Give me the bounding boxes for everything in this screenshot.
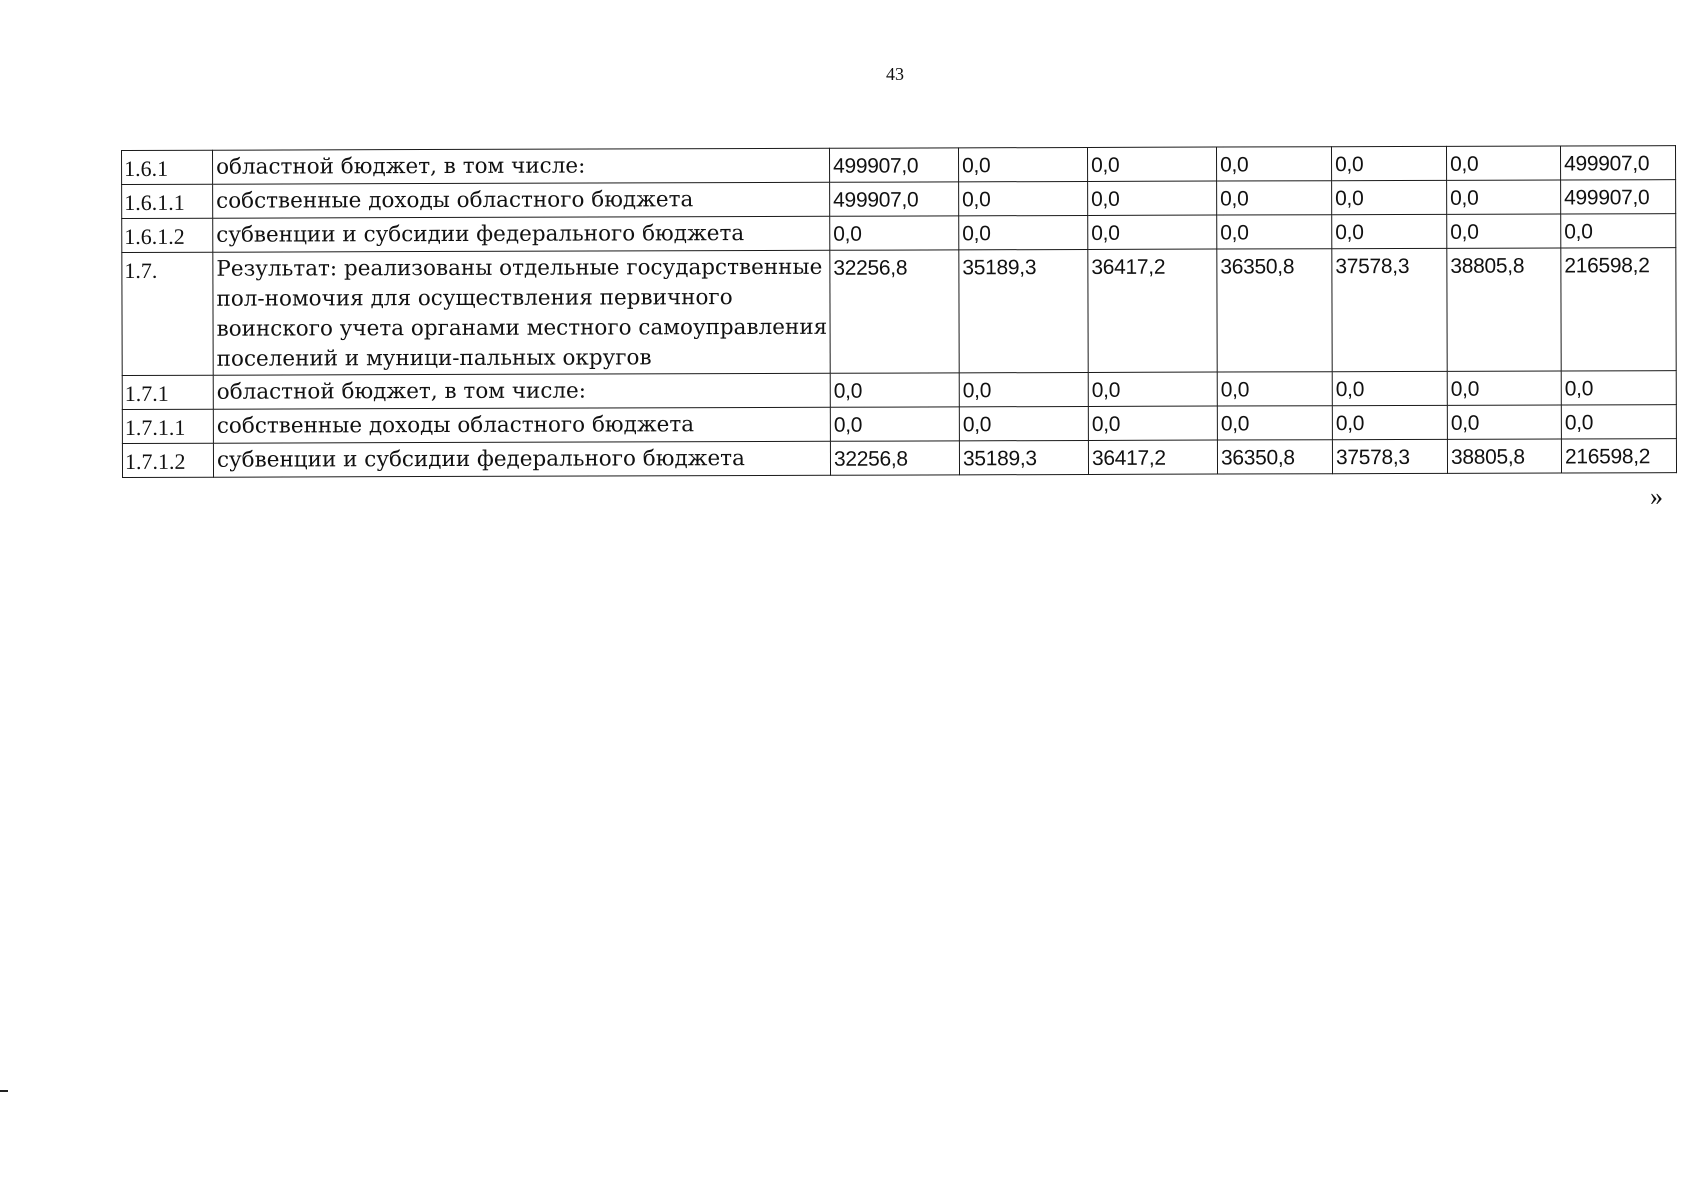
row-value: 0,0 — [830, 407, 959, 441]
row-total-value: 0,0 — [1561, 214, 1676, 248]
row-value: 36350,8 — [1217, 249, 1332, 372]
row-value: 36417,2 — [1088, 249, 1217, 372]
row-value: 0,0 — [1217, 215, 1332, 249]
row-value: 0,0 — [959, 215, 1088, 249]
row-value: 0,0 — [1216, 147, 1331, 181]
row-total-value: 0,0 — [1561, 405, 1676, 439]
row-name: собственные доходы областного бюджета — [213, 182, 830, 218]
page-number: 43 — [886, 64, 904, 84]
closing-quote-mark: » — [1650, 482, 1663, 511]
row-name: субвенции и субсидии федерального бюджета — [213, 441, 830, 477]
row-value: 38805,8 — [1447, 439, 1561, 473]
table-row — [122, 248, 1676, 376]
row-value: 0,0 — [959, 406, 1088, 440]
row-value: 32256,8 — [830, 441, 959, 475]
row-value: 38805,8 — [1447, 248, 1561, 371]
row-value: 0,0 — [1447, 371, 1561, 405]
row-total-value: 216598,2 — [1561, 439, 1676, 473]
row-value: 0,0 — [1331, 146, 1446, 180]
row-value: 0,0 — [1447, 214, 1561, 248]
row-value: 36417,2 — [1088, 440, 1217, 474]
row-value: 0,0 — [1088, 181, 1217, 215]
row-value: 0,0 — [1332, 180, 1447, 214]
row-value: 35189,3 — [959, 440, 1088, 474]
row-value: 0,0 — [1447, 405, 1561, 439]
table-row — [122, 405, 1676, 444]
row-value: 37578,3 — [1332, 439, 1447, 473]
row-value: 0,0 — [1446, 146, 1560, 180]
row-name: субвенции и субсидии федерального бюджета — [213, 216, 830, 252]
table-row — [122, 371, 1676, 410]
row-value: 0,0 — [1217, 372, 1332, 406]
row-value: 0,0 — [1087, 147, 1216, 181]
row-value: 37578,3 — [1332, 248, 1447, 371]
row-name: Результат: реализованы отдельные государственные пол-номочия для осуществления первичного воинского учета органами местного самоуправления поселений и муници-пальных округов — [213, 250, 830, 375]
row-code: 1.6.1.1 — [122, 184, 213, 218]
table-body — [122, 146, 1677, 478]
row-name: областной бюджет, в том числе: — [213, 148, 830, 184]
budget-table — [121, 145, 1677, 478]
row-name: областной бюджет, в том числе: — [213, 373, 830, 409]
row-code: 1.7. — [122, 252, 213, 375]
row-value: 32256,8 — [830, 250, 959, 373]
row-total-value: 216598,2 — [1561, 248, 1676, 371]
row-value: 0,0 — [1332, 405, 1447, 439]
row-code: 1.6.1 — [122, 150, 213, 184]
row-total-value: 0,0 — [1561, 371, 1676, 405]
table-row — [122, 439, 1676, 478]
row-value: 35189,3 — [959, 249, 1088, 372]
row-value: 0,0 — [1332, 214, 1447, 248]
row-value: 0,0 — [1088, 406, 1217, 440]
table-row — [122, 214, 1676, 253]
row-value: 0,0 — [830, 373, 959, 407]
row-value: 0,0 — [1217, 181, 1332, 215]
row-code: 1.6.1.2 — [122, 218, 213, 252]
row-value: 499907,0 — [830, 182, 959, 216]
row-value: 0,0 — [1332, 371, 1447, 405]
row-value: 0,0 — [1088, 215, 1217, 249]
row-total-value: 499907,0 — [1560, 146, 1675, 180]
row-total-value: 499907,0 — [1561, 180, 1676, 214]
row-value: 0,0 — [1217, 406, 1332, 440]
row-value: 0,0 — [1447, 180, 1561, 214]
row-value: 0,0 — [1088, 372, 1217, 406]
table-row — [122, 146, 1676, 185]
row-code: 1.7.1 — [122, 375, 213, 409]
table-row — [122, 180, 1676, 219]
row-value: 0,0 — [958, 147, 1087, 181]
row-value: 0,0 — [830, 216, 959, 250]
row-code: 1.7.1.2 — [122, 443, 213, 477]
row-name: собственные доходы областного бюджета — [213, 407, 830, 443]
row-value: 36350,8 — [1217, 440, 1332, 474]
row-value: 0,0 — [959, 372, 1088, 406]
row-code: 1.7.1.1 — [122, 409, 213, 443]
row-value: 0,0 — [959, 181, 1088, 215]
margin-mark — [0, 1090, 8, 1092]
row-value: 499907,0 — [829, 148, 958, 182]
